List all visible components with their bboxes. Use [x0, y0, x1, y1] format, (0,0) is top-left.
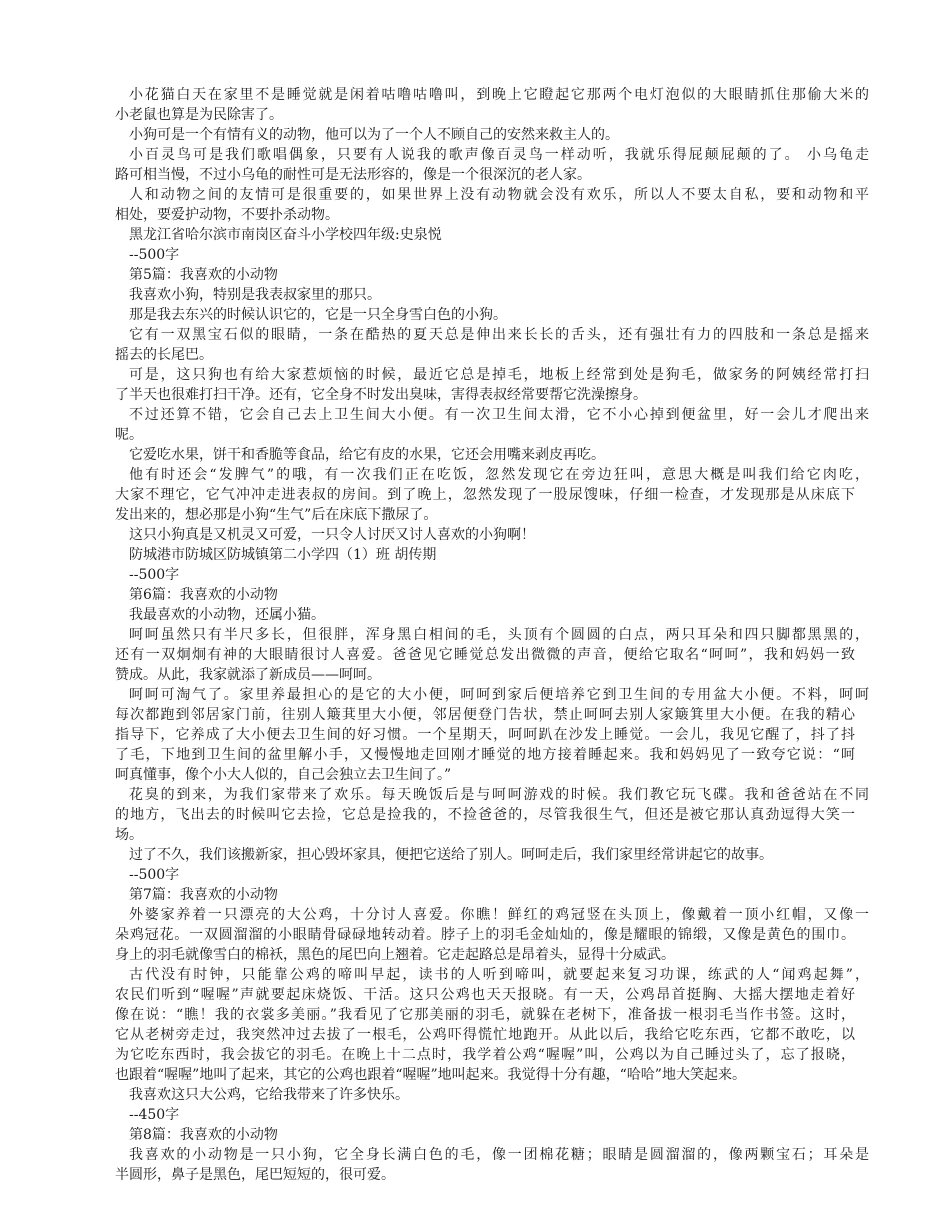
text-line: 我最喜欢的小动物，还属小猫。 [129, 607, 325, 623]
text-line: 那是我去东兴的时候认识它的，它是一只全身雪白色的小狗。 [129, 307, 507, 323]
text-line: 不过还算不错，它会自己去上卫生间大小便。有一次卫生间太滑，它不小心掉到便盆里，好一会儿才爬出来 [129, 407, 869, 423]
text-line: 过了不久，我们该搬新家，担心毁坏家具，便把它送给了别人。呵呵走后，我们家里经常讲起它的故事。 [129, 847, 773, 863]
text-line: 还有一双炯炯有神的大眼睛很讨人喜爱。爸爸见它睡觉总发出微微的声音，便给它取名“呵呵”，我和妈妈一致 [115, 647, 855, 663]
text-line: 每次都跑到邻居家门前，往别人簸萁里大小便，邻居便登门告状，禁止呵呵去别人家簸箕里大小便。在我的精心 [115, 707, 855, 723]
text-line: --450字 [129, 1107, 180, 1123]
text-line: 农民们听到“喔喔”声就要起床烧饭、干活。这只公鸡也天天报晓。有一天，公鸡昂首挺胸、大摇大摆地走着好 [115, 987, 855, 1003]
text-line: 第5篇：我喜欢的小动物 [129, 267, 278, 283]
text-line: 半圆形，鼻子是黑色，尾巴短短的，很可爱。 [115, 1167, 395, 1183]
text-line: 人和动物之间的友情可是很重要的，如果世界上没有动物就会没有欢乐，所以人不要太自私，要和动物和平 [129, 187, 869, 203]
text-line: 赞成。从此，我家就添了新成员——呵呵。 [115, 667, 381, 683]
text-line: 的地方，飞出去的时候叫它去捡，它总是捡我的，不捡爸爸的，尽管我很生气，但还是被它那认真劲逗得大笑一 [115, 807, 855, 823]
text-line: 朵鸡冠花。一双圆溜溜的小眼睛骨碌碌地转动着。脖子上的羽毛金灿灿的，像是耀眼的锦缎，又像是黄色的围巾。 [115, 927, 855, 943]
text-line: 小百灵鸟可是我们歌唱偶象，只要有人说我的歌声像百灵鸟一样动听，我就乐得屁颠屁颠的了。 小乌龟走 [129, 147, 869, 163]
text-line: 摇去的长尾巴。 [115, 347, 213, 363]
text-line: 小老鼠也算是为民除害了。 [115, 107, 283, 123]
text-line: 小花猫白天在家里不是睡觉就是闲着咕噜咕噜叫，到晚上它瞪起它那两个电灯泡似的大眼睛抓住那偷大米的 [129, 87, 869, 103]
text-line: 场。 [115, 827, 143, 843]
text-line: 花臭的到来，为我们家带来了欢乐。每天晚饭后是与呵呵游戏的时候。我们教它玩飞碟。我和爸爸站在不同 [129, 787, 869, 803]
text-line: 了毛，下地到卫生间的盆里解小手，又慢慢地走回刚才睡觉的地方接着睡起来。我和妈妈见了一致夸它说：“呵 [115, 747, 855, 763]
text-line: 了半天也很难打扫干净。还有，它全身不时发出臭味，害得表叔经常要帮它洗澡擦身。 [115, 387, 647, 403]
text-line: 这只小狗真是又机灵又可爱，一只令人讨厌又讨人喜欢的小狗啊！ [129, 527, 535, 543]
text-line: 他有时还会“发脾气”的哦，有一次我们正在吃饭，忽然发现它在旁边狂叫，意思大概是叫我们给它肉吃， [129, 467, 869, 483]
text-line: 我喜欢小狗，特别是我表叔家里的那只。 [129, 287, 381, 303]
text-line: 发出来的，想必那是小狗“生气”后在床底下撒尿了。 [115, 507, 438, 523]
text-line: 也跟着“喔喔”地叫了起来，其它的公鸡也跟着“喔喔”地叫起来。我觉得十分有趣，“哈哈”地大笑起来。 [115, 1067, 746, 1083]
text-line: 小狗可是一个有情有义的动物，他可以为了一个人不顾自己的安然来救主人的。 [129, 127, 619, 143]
text-line: 为它吃东西时，我会拔它的羽毛。在晚上十二点时，我学着公鸡“喔喔”叫，公鸡以为自己睡过头了，忘了报晓， [115, 1047, 855, 1063]
text-line: 防城港市防城区防城镇第二小学四（1）班 胡传期 [129, 547, 437, 563]
text-line: 它爱吃水果，饼干和香脆等食品，给它有皮的水果，它还会用嘴来剥皮再吃。 [129, 447, 605, 463]
text-line: 可是，这只狗也有给大家惹烦恼的时候，最近它总是掉毛，地板上经常到处是狗毛，做家务的阿姨经常打扫 [129, 367, 869, 383]
text-line: 身上的羽毛就像雪白的棉袄，黑色的尾巴向上翘着。它走起路总是昂着头，显得十分威武。 [115, 947, 675, 963]
text-line: 呵呵虽然只有半尺多长，但很胖，浑身黑白相间的毛，头顶有个圆圆的白点，两只耳朵和四只脚都黑黑的， [129, 627, 869, 643]
text-line: 它有一双黑宝石似的眼睛，一条在酷热的夏天总是伸出来长长的舌头，还有强壮有力的四肢和一条总是摇来 [129, 327, 869, 343]
text-line: 相处，要爱护动物，不要扑杀动物。 [115, 207, 339, 223]
text-line: --500字 [129, 247, 180, 263]
text-line: 大家不理它，它气冲冲走进表叔的房间。到了晚上，忽然发现了一股尿馊味，仔细一检查，才发现那是从床底下 [115, 487, 855, 503]
text-line: 第6篇：我喜欢的小动物 [129, 587, 278, 603]
text-line: 像在说：“瞧！我的衣裳多美丽。”我看见了它那美丽的羽毛，就躲在老树下，准备拔一根羽毛当作书签。这时， [115, 1007, 855, 1023]
text-line: 路可相当慢，不过小乌龟的耐性可是无法形容的，像是一个很深沉的老人家。 [115, 167, 591, 183]
text-line: 我喜欢的小动物是一只小狗，它全身长满白色的毛，像一团棉花糖；眼睛是圆溜溜的，像两颗宝石；耳朵是 [129, 1147, 869, 1163]
text-line: 黑龙江省哈尔滨市南岗区奋斗小学校四年级:史泉悦 [129, 227, 442, 243]
text-line: --500字 [129, 567, 180, 583]
text-line: 呵真懂事，像个小大人似的，自己会独立去卫生间了。” [115, 767, 452, 783]
text-line: 第7篇：我喜欢的小动物 [129, 887, 278, 903]
text-line: 指导下，它养成了大小便去卫生间的好习惯。一个星期天，呵呵趴在沙发上睡觉。一会儿，我见它醒了，抖了抖 [115, 727, 855, 743]
text-line: 呢。 [115, 427, 143, 443]
text-line: 它从老树旁走过，我突然冲过去拔了一根毛，公鸡吓得慌忙地跑开。从此以后，我给它吃东西，它都不敢吃，以 [115, 1027, 855, 1043]
text-line: --500字 [129, 867, 180, 883]
text-line: 第8篇：我喜欢的小动物 [129, 1127, 278, 1143]
document-body [0, 85, 950, 1185]
text-line: 我喜欢这只大公鸡，它给我带来了许多快乐。 [129, 1087, 409, 1103]
text-line: 呵呵可淘气了。家里养最担心的是它的大小便，呵呵到家后便培养它到卫生间的专用盆大小便。不料，呵呵 [129, 687, 869, 703]
text-line: 古代没有时钟，只能靠公鸡的啼叫早起，读书的人听到啼叫，就要起来复习功课，练武的人“闻鸡起舞”， [129, 967, 869, 983]
text-line: 外婆家养着一只漂亮的大公鸡，十分讨人喜爱。你瞧！鲜红的鸡冠竖在头顶上，像戴着一顶小红帽，又像一 [129, 907, 869, 923]
